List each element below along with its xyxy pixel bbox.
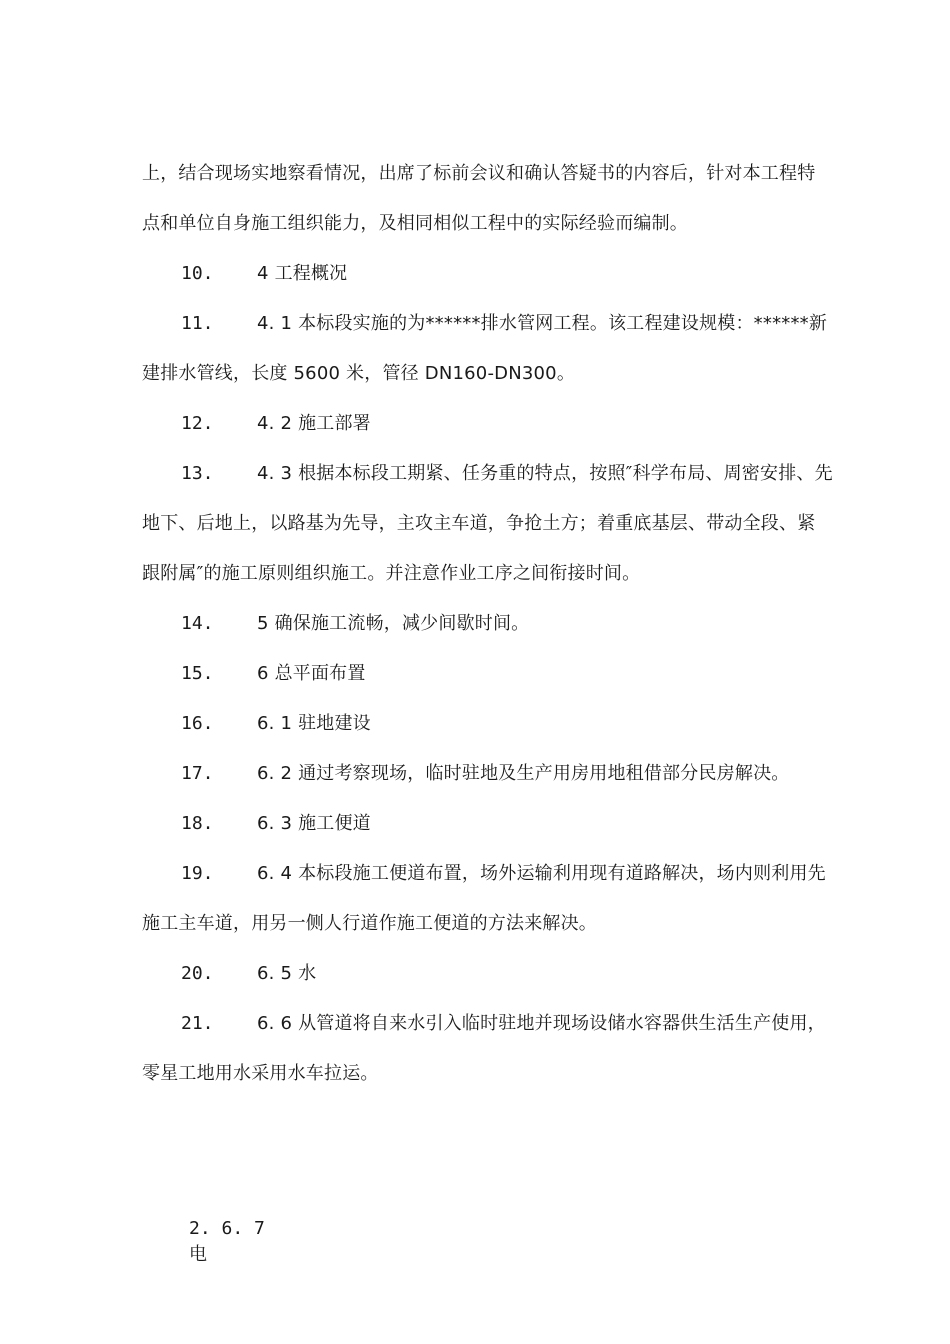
item-number-13: 13. — [181, 463, 214, 484]
item-text-21: 6. 6 从管道将自来水引入临时驻地并现场设储水容器供生活生产使用， — [257, 1013, 826, 1034]
item-text-10: 4 工程概况 — [257, 263, 348, 284]
item-continuation-19: 施工主车道，用另一侧人行道作施工便道的方法来解决。 — [142, 913, 597, 934]
item-text-13: 4. 3 根据本标段工期紧、任务重的特点，按照″科学布局、周密安排、先 — [257, 463, 833, 484]
item-number-12: 12. — [181, 413, 214, 434]
item-text-20: 6. 5 水 — [257, 963, 317, 984]
item-text-12: 4. 2 施工部署 — [257, 413, 371, 434]
intro-line-2: 点和单位自身施工组织能力，及相同相似工程中的实际经验而编制。 — [142, 213, 688, 234]
item-number-11: 11. — [181, 313, 214, 334]
item-continuation-11: 建排水管线，长度 5600 米，管径 DN160-DN300。 — [142, 363, 576, 384]
item-number-20: 20. — [181, 963, 214, 984]
item-number-19: 19. — [181, 863, 214, 884]
item-continuation-21: 零星工地用水采用水车拉运。 — [142, 1063, 379, 1084]
item-text-15: 6 总平面布置 — [257, 663, 366, 684]
item-text-19: 6. 4 本标段施工便道布置，场外运输利用现有道路解决，场内则利用先 — [257, 863, 826, 884]
item-continuation-13b: 跟附属″的施工原则组织施工。并注意作业工序之间衔接时间。 — [142, 563, 641, 584]
item-text-17: 6. 2 通过考察现场，临时驻地及生产用房用地租借部分民房解决。 — [257, 763, 790, 784]
item-number-16: 16. — [181, 713, 214, 734]
item-number-15: 15. — [181, 663, 214, 684]
item-text-18: 6. 3 施工便道 — [257, 813, 371, 834]
section-title-footer: 电 — [189, 1244, 207, 1265]
section-number-footer: 2. 6. 7 — [189, 1218, 265, 1239]
item-text-16: 6. 1 驻地建设 — [257, 713, 371, 734]
item-number-10: 10. — [181, 263, 214, 284]
item-text-11: 4. 1 本标段实施的为******排水管网工程。该工程建设规模：******新 — [257, 313, 828, 334]
item-number-14: 14. — [181, 613, 214, 634]
item-continuation-13a: 地下、后地上，以路基为先导，主攻主车道，争抢土方；着重底基层、带动全段、紧 — [142, 513, 816, 534]
item-number-18: 18. — [181, 813, 214, 834]
item-number-17: 17. — [181, 763, 214, 784]
item-number-21: 21. — [181, 1013, 214, 1034]
intro-line-1: 上，结合现场实地察看情况，出席了标前会议和确认答疑书的内容后，针对本工程特 — [142, 163, 816, 184]
item-text-14: 5 确保施工流畅，减少间歇时间。 — [257, 613, 530, 634]
